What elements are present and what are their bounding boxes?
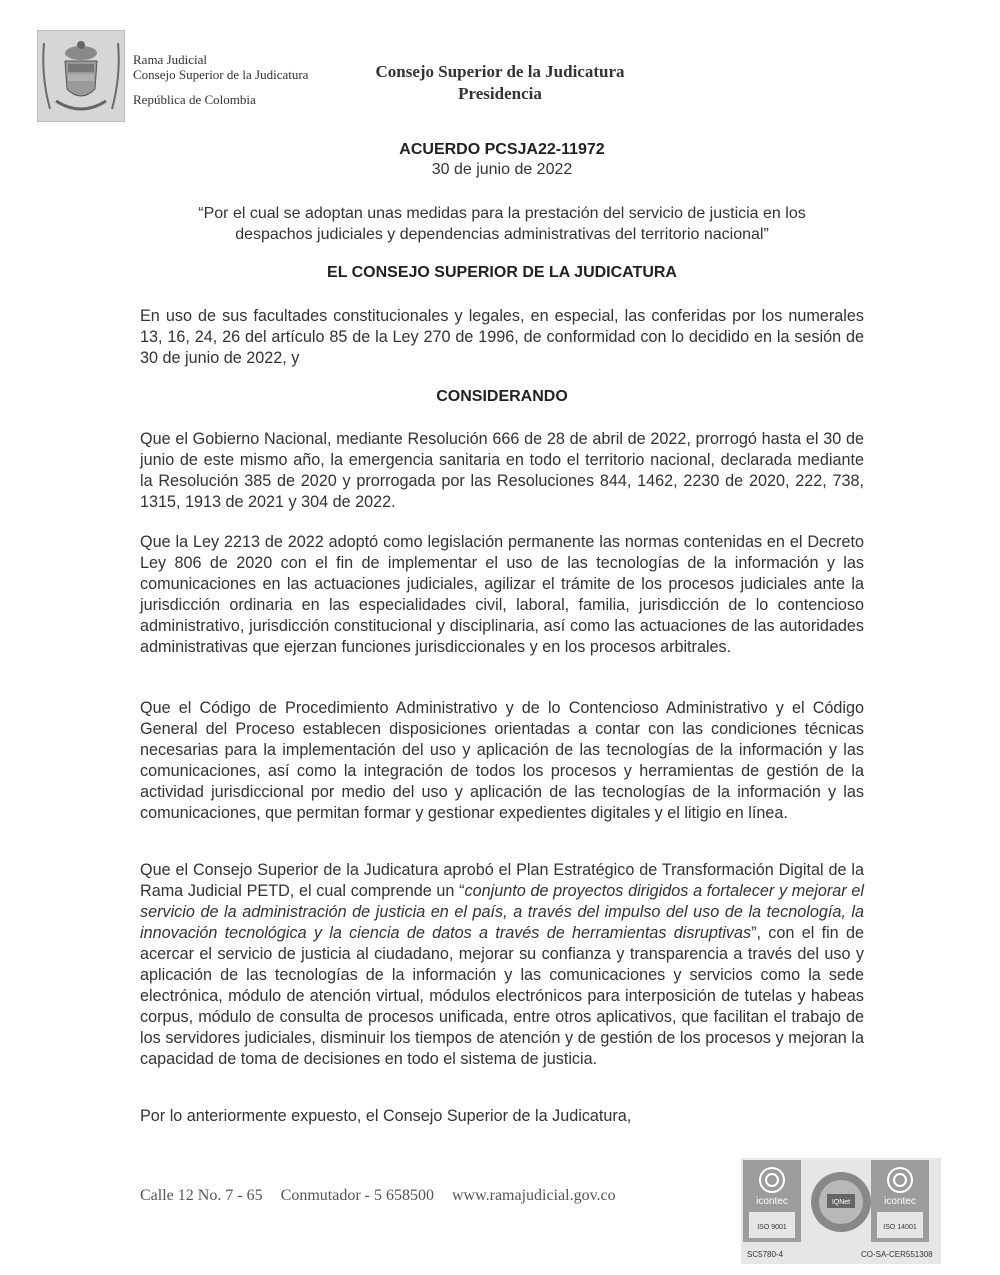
footer — [140, 1187, 630, 1205]
footer-address: Calle 12 No. 7 - 65 — [140, 1187, 263, 1204]
agreement-code: ACUERDO PCSJA22-11972 — [399, 141, 605, 158]
agreement-date: 30 de junio de 2022 — [431, 161, 573, 178]
org-name: Rama Judicial — [133, 52, 208, 67]
paragraph-2: Que la Ley 2213 de 2022 adoptó como legislación permanente las normas contenidas en el Decreto Ley 806 de 2020 con el fin de implementar el uso de las tecnologías de la información y las comunicaciones en las actuaciones judiciales, agilizar el trámite de los procesos judiciales ante la jurisdicción ordinaria en las especialidades civil, laboral, familia, jurisdicción de lo contencioso administrativo, jurisdicción constitucional y disciplinaria, así como las actuaciones de las autoridades administrativas que ejerzan funciones jurisdiccionales y en los procesos arbitrales. — [140, 533, 864, 656]
paragraph-3: Que el Código de Procedimiento Administrativo y de lo Contencioso Administrativo y el Código General del Proceso establecen disposiciones orientadas a contar con las condiciones técnicas necesarias para la implementación del uso y aplicación de las tecnologías de la información y las comunicaciones, así como la integración de todos los procesos y herramientas de gestión de la actividad jurisdiccional por medio del uso y aplicación de las tecnologías de la información y las comunicaciones, que permitan formar y gestionar expedientes digitales y el litigio en línea. — [140, 699, 864, 822]
paragraph-4-start: Que el Consejo Superior de la Judicatura aprobó el Plan Estratégico de Transformación Digital de la Rama Judicial PETD, el cual comprende un “ — [140, 861, 864, 900]
intro-paragraph: En uso de sus facultades constitucionales y legales, en especial, las conferidas por los numerales 13, 16, 24, 26 del artículo 85 de la Ley 270 de 1996, de conformidad con lo decidido en la sesión de 30 de junio de 2022, y — [140, 307, 864, 367]
cert-right-brand: icontec — [884, 1196, 916, 1207]
subject-line-2: despachos judiciales y dependencias administrativas del territorio nacional” — [235, 226, 769, 243]
cert-code-right: CO-SA-CER551308 — [861, 1250, 933, 1259]
cert-left-brand: icontec — [756, 1196, 788, 1207]
organization-lines — [133, 52, 308, 107]
certification-logos — [741, 1158, 941, 1264]
coat-of-arms-logo — [37, 30, 125, 122]
cert-center-label: IQNet — [831, 1199, 851, 1206]
header-council: Consejo Superior de la Judicatura — [375, 62, 625, 81]
subject-line-1: “Por el cual se adoptan unas medidas para la prestación del servicio de justicia en los — [198, 205, 806, 222]
header-title — [350, 61, 650, 105]
footer-phone: Conmutador - 5 658500 — [280, 1187, 434, 1204]
org-country: República de Colombia — [133, 92, 256, 107]
certification-icon — [741, 1158, 941, 1264]
agreement-subject — [140, 203, 864, 245]
paragraph-5: Por lo anteriormente expuesto, el Consejo Superior de la Judicatura, — [140, 1107, 632, 1125]
org-council: Consejo Superior de la Judicatura — [133, 67, 309, 82]
paragraph-4-end: ”, con el fin de acercar el servicio de justicia al ciudadano, mejorar su confianza y transparencia a través del uso y aplicación de las tecnologías de la información y las comunicaciones y servicios como la sede electrónica, módulo de atención virtual, módulos electrónicos para interposición de tutelas y habeas corpus, módulo de consulta de procesos unificada, entre otros aplicativos, que facilitan el trabajo de los servidores judiciales, disminuir los tiempos de atención y de gestión de los procesos y mejoran la capacidad de toma de decisiones en todo el sistema de justicia. — [140, 924, 864, 1068]
council-heading: EL CONSEJO SUPERIOR DE LA JUDICATURA — [327, 264, 677, 281]
footer-website: www.ramajudicial.gov.co — [451, 1187, 616, 1204]
cert-code-left: SC5780-4 — [747, 1250, 784, 1259]
cert-right-iso: ISO 14001 — [883, 1224, 917, 1231]
paragraph-4 — [140, 860, 864, 1070]
header-presidency: Presidencia — [458, 84, 542, 103]
cert-left-iso: ISO 9001 — [757, 1224, 787, 1231]
paragraph-4-quote: conjunto de proyectos dirigidos a fortalecer y mejorar el servicio de la administración de justicia en el país, a través del impulso del uso de la tecnología, la innovación tecnológica y la ciencia de datos a través de herramientas disruptivas — [140, 882, 864, 942]
considering-heading: CONSIDERANDO — [436, 388, 568, 405]
coat-of-arms-icon — [38, 31, 124, 121]
paragraph-1: Que el Gobierno Nacional, mediante Resolución 666 de 28 de abril de 2022, prorrogó hasta el 30 de junio de este mismo año, la emergencia sanitaria en todo el territorio nacional, declarada mediante la Resolución 385 de 2020 y prorrogada por las Resoluciones 844, 1462, 2230 de 2020, 222, 738, 1315, 1913 de 2021 y 304 de 2022. — [140, 430, 864, 511]
